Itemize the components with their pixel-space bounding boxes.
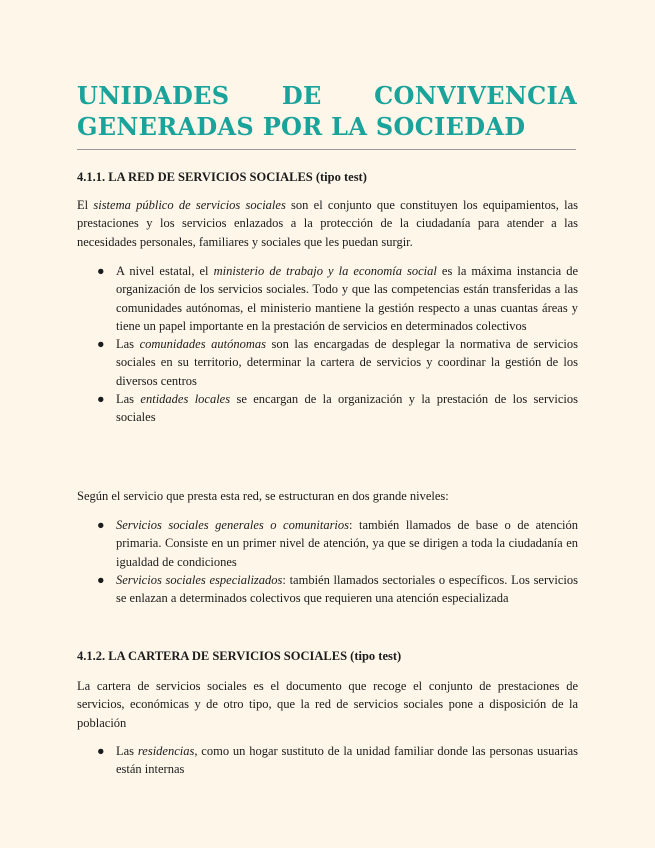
text: : también llamados de base o de atención primaria. Consiste en un primer nivel de atención, ya que se dirigen a toda la ciudadanía en igualdad de condiciones xyxy=(116,518,578,569)
list-item xyxy=(77,516,578,571)
emphasis: Servicios sociales especializados xyxy=(116,572,283,587)
list-item xyxy=(77,571,578,608)
text: son el conjunto que constituyen los equipamientos, las prestaciones y los servicios enlazados a la protección de la ciudadanía para atender a las necesidades personales, familiares y sociales que les puedan surgir. xyxy=(77,198,579,249)
bullet-list-levels-of-government xyxy=(77,262,578,427)
text: Las xyxy=(116,337,140,352)
title-divider xyxy=(77,149,576,150)
bullet-icon: ● xyxy=(97,264,105,278)
section-heading-1: 4.1.1. LA RED DE SERVICIOS SOCIALES (tipo test) xyxy=(77,170,367,184)
bullet-icon: ● xyxy=(97,392,105,407)
bullet-list-service-levels xyxy=(77,516,578,607)
section-heading-2: 4.1.2. LA CARTERA DE SERVICIOS SOCIALES (tipo test) xyxy=(77,649,402,663)
text: , como un hogar sustituto de la unidad familiar donde las personas usuarias están internas xyxy=(116,744,578,777)
page-title xyxy=(77,80,577,142)
bullet-list-services xyxy=(77,742,578,779)
section-1-intro xyxy=(77,196,578,251)
title-line-2: GENERADAS POR LA SOCIEDAD xyxy=(77,112,526,141)
emphasis: comunidades autónomas xyxy=(139,337,266,352)
list-item xyxy=(77,335,578,390)
text: se encargan de la organización y la prestación de los servicios sociales xyxy=(116,392,578,425)
bullet-icon: ● xyxy=(97,572,105,587)
text: Las xyxy=(116,392,141,407)
emphasis: sistema público de servicios sociales xyxy=(93,198,286,212)
section-2-intro: La cartera de servicios sociales es el documento que recoge el conjunto de prestaciones de servicios, económicas y de otro tipo, que la red de servicios sociales pone a disposición de la población xyxy=(77,679,578,730)
title-word: DE xyxy=(281,81,322,110)
emphasis: residencias xyxy=(137,744,195,758)
text: son las encargadas de desplegar la normativa de servicios sociales en su territorio, determinar la cartera de servicios y coordinar la gestión de los diversos centros xyxy=(116,337,578,388)
text: es la máxima instancia de organización de los servicios sociales. Todo y que las competencias están transferidas a las comunidades autónomas, el ministerio mantiene la gestión respecto a unas cuantas áreas y tiene un papel importante en la prestación de servicios en determinados colectivos xyxy=(116,264,578,333)
bullet-icon: ● xyxy=(97,337,105,352)
list-item xyxy=(77,262,578,335)
emphasis: ministerio de trabajo y la economía social xyxy=(213,264,437,278)
bullet-icon: ● xyxy=(97,744,105,758)
list-item xyxy=(77,742,578,779)
emphasis: Servicios sociales generales o comunitarios xyxy=(116,518,350,532)
title-word: UNIDADES xyxy=(77,81,230,110)
text: El xyxy=(77,198,94,212)
title-word: CONVIVENCIA xyxy=(374,81,577,110)
list-item xyxy=(77,390,578,427)
text: Las xyxy=(116,744,138,758)
text: : también llamados sectoriales o específicos. Los servicios se enlazan a determinados colectivos que requieren una atención especializada xyxy=(116,572,578,606)
bullet-icon: ● xyxy=(97,518,105,532)
emphasis: entidades locales xyxy=(140,392,231,407)
text: A nivel estatal, el xyxy=(116,264,214,278)
levels-intro: Según el servicio que presta esta red, se estructuran en dos grande niveles: xyxy=(77,489,449,503)
